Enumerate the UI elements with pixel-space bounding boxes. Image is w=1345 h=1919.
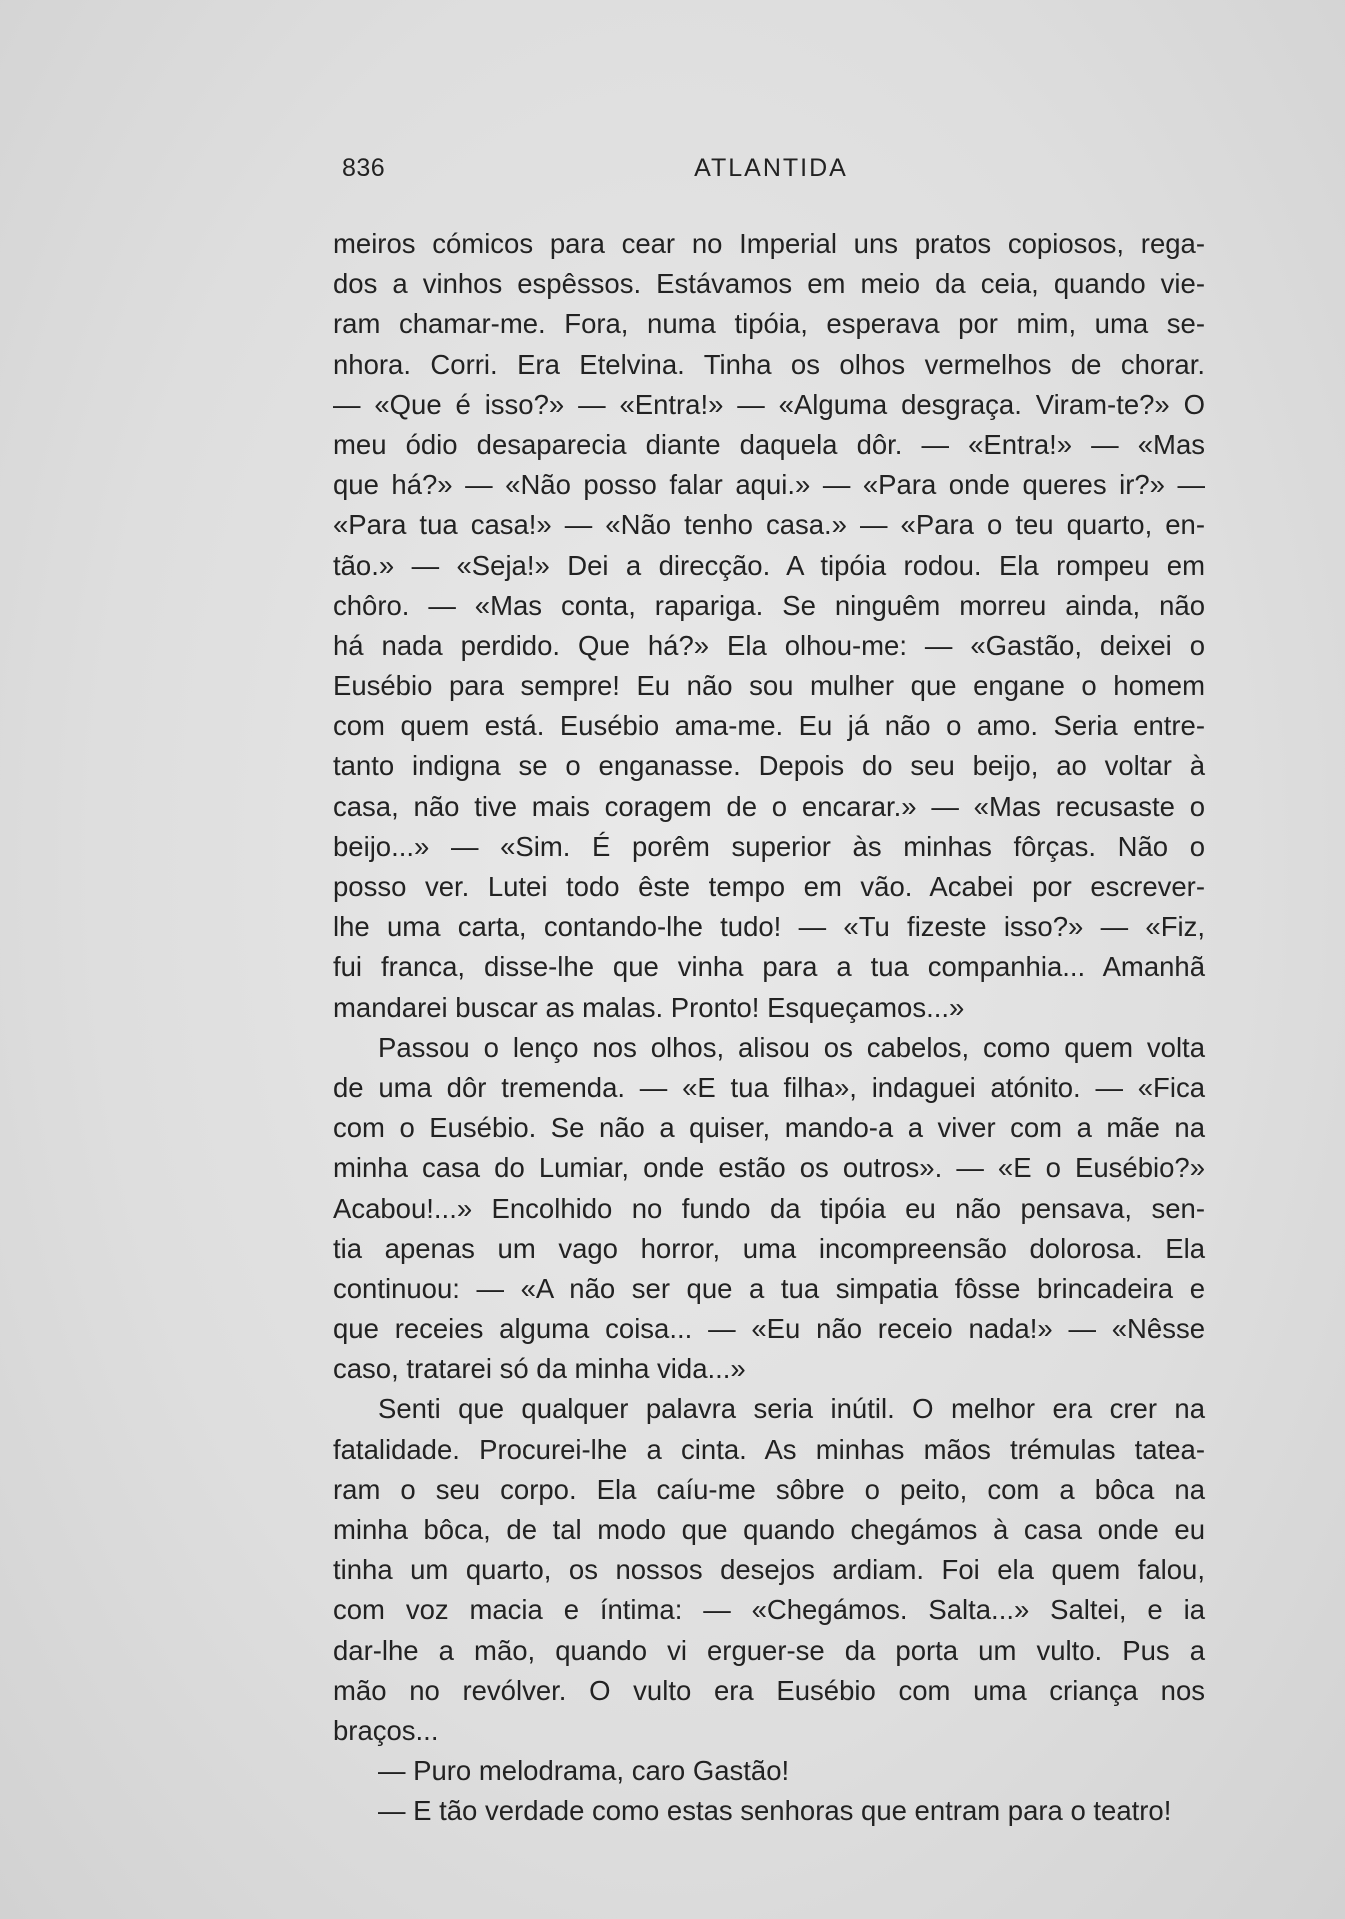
text-line: Eusébio para sempre! Eu não sou mulher que engane o homem [333, 670, 1205, 702]
text-line: tanto indigna se o enganasse. Depois do seu beijo, ao voltar à [333, 750, 1205, 782]
text-line: — E tão verdade como estas senhoras que entram para o teatro! [378, 1795, 1172, 1827]
text-line: que receies alguma coisa... — «Eu não receio nada!» — «Nêsse [333, 1313, 1205, 1345]
text-line: fui franca, disse-lhe que vinha para a tua companhia... Amanhã [333, 951, 1205, 983]
text-line: ram o seu corpo. Ela caíu-me sôbre o peito, com a bôca na [333, 1473, 1205, 1505]
text-line: lhe uma carta, contando-lhe tudo! — «Tu fizeste isso?» — «Fiz, [333, 911, 1205, 943]
text-line: «Para tua casa!» — «Não tenho casa.» — «Para o teu quarto, en- [333, 509, 1205, 541]
text-line: caso, tratarei só da minha vida...» [333, 1353, 746, 1385]
text-line: casa, não tive mais coragem de o encarar.» — «Mas recusaste o [333, 790, 1205, 822]
text-line: beijo...» — «Sim. É porêm superior às minhas fôrças. Não o [333, 830, 1205, 862]
journal-title: ATLANTIDA [694, 154, 848, 182]
text-line: braços... [333, 1714, 439, 1746]
text-line: posso ver. Lutei todo êste tempo em vão. Acabei por escrever- [333, 871, 1205, 902]
text-line: há nada perdido. Que há?» Ela olhou-me: — «Gastão, deixei o [333, 629, 1205, 661]
text-line: Senti que qualquer palavra seria inútil. O melhor era crer na [378, 1393, 1205, 1425]
text-line: tia apenas um vago horror, uma incompreensão dolorosa. Ela [333, 1232, 1205, 1264]
body-text [333, 224, 1205, 1832]
text-line: meu ódio desaparecia diante daquela dôr. — «Entra!» — «Mas [333, 428, 1205, 460]
text-line: que há?» — «Não posso falar aqui.» — «Para onde queres ir?» — [333, 469, 1205, 501]
text-line: Passou o lenço nos olhos, alisou os cabelos, como quem volta [378, 1031, 1205, 1063]
text-line: continuou: — «A não ser que a tua simpatia fôsse brincadeira e [333, 1272, 1205, 1304]
text-line: minha casa do Lumiar, onde estão os outros». — «E o Eusébio?» [333, 1152, 1205, 1184]
text-line: nhora. Corri. Era Etelvina. Tinha os olhos vermelhos de chorar. [333, 348, 1205, 380]
text-line: dos a vinhos espêssos. Estávamos em meio da ceia, quando vie- [333, 268, 1205, 300]
text-line: — «Que é isso?» — «Entra!» — «Alguma desgraça. Viram-te?» O [333, 388, 1205, 420]
text-line: fatalidade. Procurei-lhe a cinta. As minhas mãos trémulas tatea- [333, 1433, 1205, 1465]
text-line: mandarei buscar as malas. Pronto! Esqueçamos...» [333, 991, 965, 1023]
running-head [342, 154, 1200, 194]
text-line: Acabou!...» Encolhido no fundo da tipóia eu não pensava, sen- [333, 1192, 1205, 1224]
text-line: dar-lhe a mão, quando vi erguer-se da porta um vulto. Pus a [333, 1634, 1205, 1666]
text-line: chôro. — «Mas conta, rapariga. Se ninguêm morreu ainda, não [333, 589, 1205, 621]
text-line: mão no revólver. O vulto era Eusébio com uma criança nos [333, 1674, 1205, 1706]
text-line: tinha um quarto, os nossos desejos ardiam. Foi ela quem falou, [333, 1554, 1205, 1586]
text-line: com voz macia e íntima: — «Chegámos. Salta...» Saltei, e ia [333, 1594, 1205, 1626]
text-line: meiros cómicos para cear no Imperial uns pratos copiosos, rega- [333, 228, 1205, 259]
text-line: com o Eusébio. Se não a quiser, mando-a a viver com a mãe na [333, 1112, 1205, 1144]
text-line: de uma dôr tremenda. — «E tua filha», indaguei atónito. — «Fica [333, 1071, 1205, 1103]
text-line: — Puro melodrama, caro Gastão! [378, 1755, 790, 1787]
page-number: 836 [342, 154, 386, 182]
text-line: tão.» — «Seja!» Dei a direcção. A tipóia rodou. Ela rompeu em [333, 549, 1205, 581]
text-line: ram chamar-me. Fora, numa tipóia, esperava por mim, uma se- [333, 308, 1205, 340]
text-line: com quem está. Eusébio ama-me. Eu já não o amo. Seria entre- [333, 710, 1205, 742]
text-line: minha bôca, de tal modo que quando chegámos à casa onde eu [333, 1514, 1205, 1545]
